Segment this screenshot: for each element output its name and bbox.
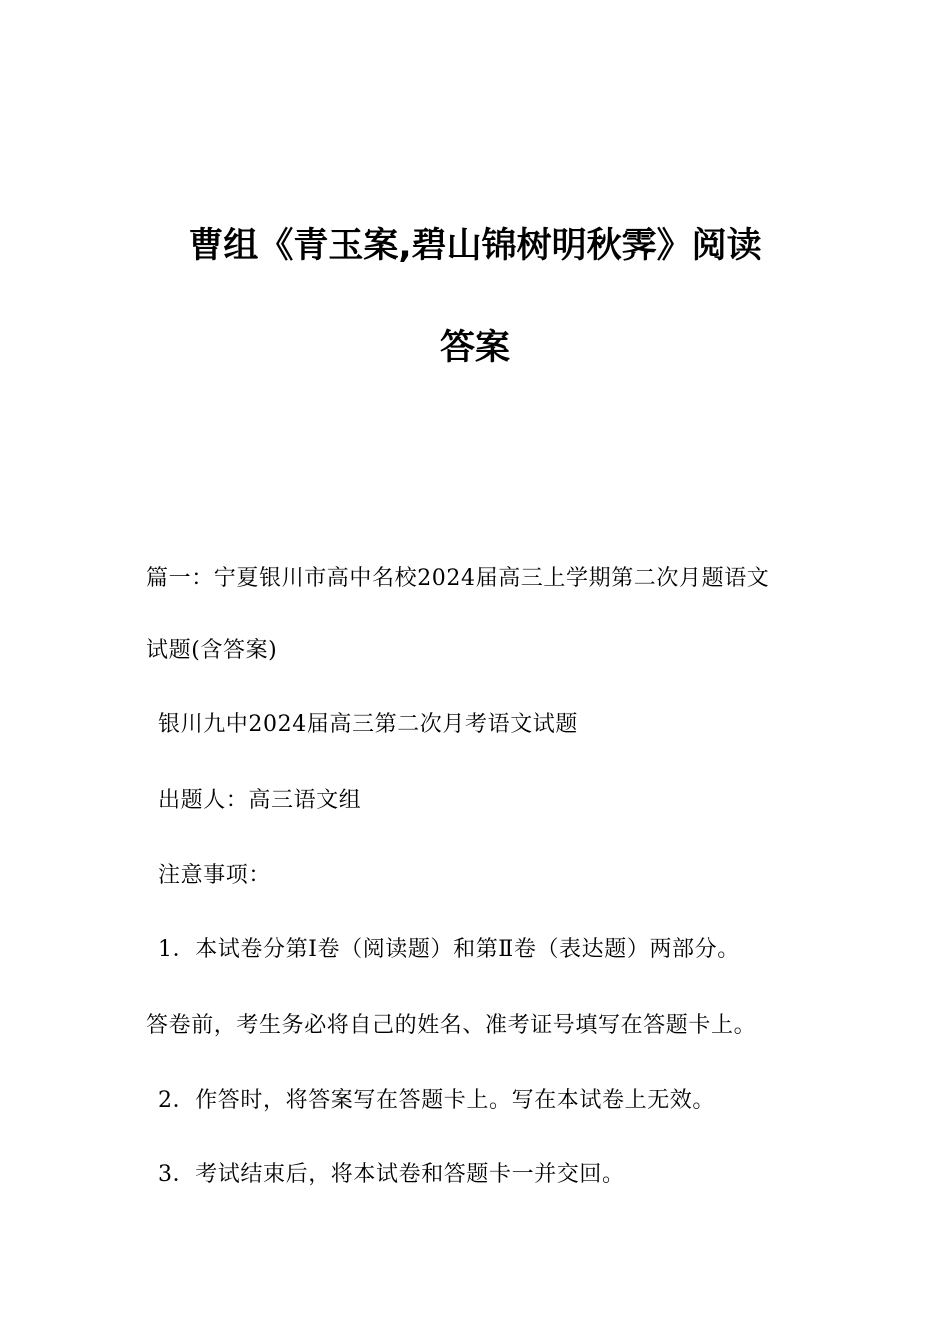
paragraph-notes-heading: 注意事项： bbox=[158, 863, 272, 888]
paragraph-source-heading: 篇一：宁夏银川市高中名校2024届高三上学期第二次月题语文 bbox=[146, 566, 770, 591]
paragraph-exam-title: 银川九中2024届高三第二次月考语文试题 bbox=[158, 712, 578, 737]
paragraph-note-1-continued: 答卷前，考生务必将自己的姓名、准考证号填写在答题卡上。 bbox=[146, 1013, 757, 1038]
paragraph-note-2: 2．作答时，将答案写在答题卡上。写在本试卷上无效。 bbox=[158, 1088, 715, 1113]
paragraph-note-1: 1．本试卷分第Ⅰ卷（阅读题）和第Ⅱ卷（表达题）两部分。 bbox=[158, 937, 740, 962]
paragraph-source-heading-continued: 试题(含答案) bbox=[146, 638, 278, 663]
paragraph-note-3: 3．考试结束后，将本试卷和答题卡一并交回。 bbox=[158, 1162, 625, 1187]
document-title-line-1: 曹组《青玉案,碧山锦树明秋霁》阅读 bbox=[188, 226, 762, 266]
document-title-line-2: 答案 bbox=[439, 328, 510, 368]
paragraph-author: 出题人：高三语文组 bbox=[158, 788, 362, 813]
